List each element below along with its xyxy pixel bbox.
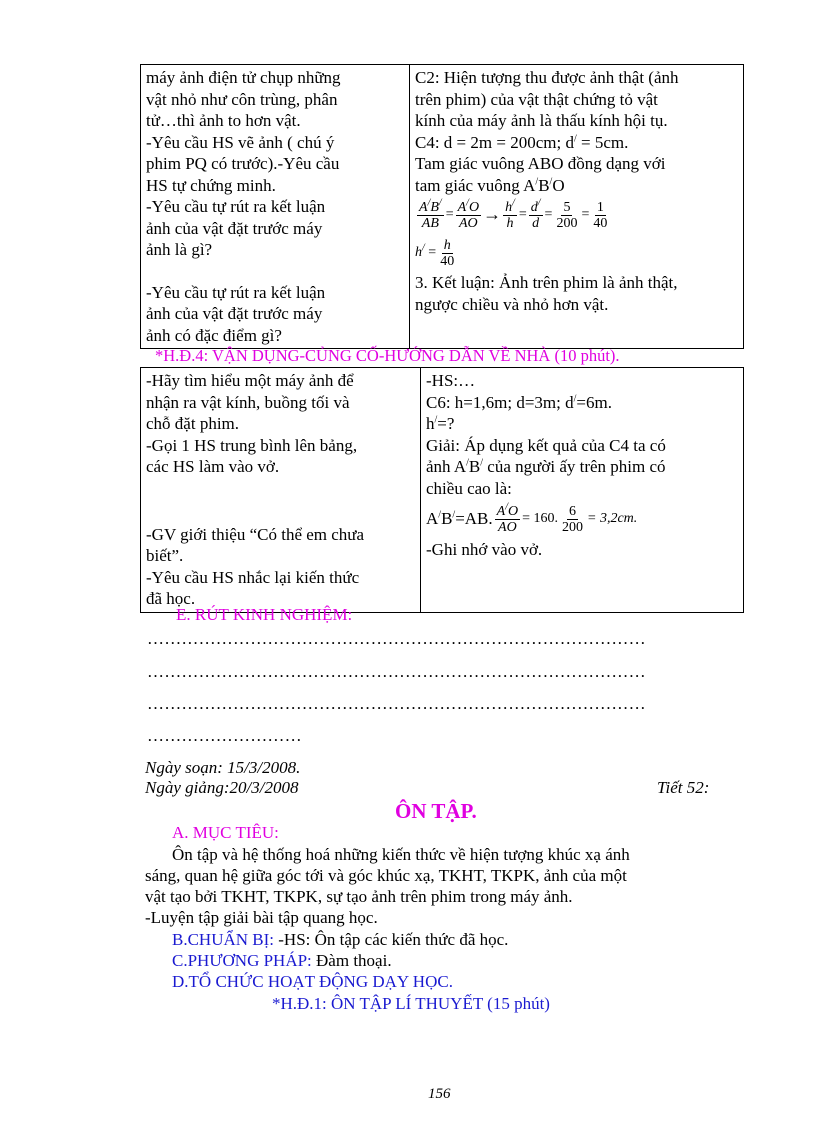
table2-left-line: biết”. [146,546,184,565]
lesson-table-1 [140,64,744,349]
numerator: A/O [496,500,519,519]
triangle-line-2: tam giác vuông A/B/O [415,175,565,195]
page-title: ÔN TẬP. [395,799,477,823]
table1-left-line: HS tự chứng minh. [146,175,276,195]
dotted-line: …………………………………………………………………………… [147,629,646,648]
phuong-phap-label: C.PHƯƠNG PHÁP: [172,951,312,970]
denominator: AB [421,215,439,231]
denominator: AO [458,215,478,231]
denominator: 40 [440,253,455,269]
table2-right-cell [421,368,744,613]
denominator: 200 [556,215,578,231]
dotted-line: …………………………………………………………………………… [147,694,646,713]
c2-line: trên phim) của vật thật chứng tỏ vật [415,89,658,109]
table2-left-line: nhận ra vật kính, buồng tối và [146,392,350,412]
table1-left-line: vật nhỏ như côn trùng, phân [146,89,338,109]
conclusion-line: 3. Kết luận: Ảnh trên phim là ảnh thật, [415,273,678,292]
chuan-bi-text: -HS: Ôn tập các kiến thức đã học. [274,930,509,949]
numerator: A/B/ [419,196,442,215]
table2-left-line: đã học. [146,589,196,608]
c6-formula [426,499,738,539]
muc-tieu-line: sáng, quan hệ giữa góc tới và góc khúc xạ, TKHT, TKPK, ảnh của một [145,866,627,885]
table2-left-line: -Yêu cầu HS nhắc lại kiến thức [146,567,360,587]
denominator: 40 [593,215,608,231]
table1-left-line: -Yêu cầu tự rút ra kết luận [146,197,326,216]
c2-line: C2: Hiện tượng thu được ảnh thật (ảnh [415,68,679,87]
table2-left-line: chỗ đặt phim. [146,414,240,433]
dotted-line: …………………………………………………………………………… [147,662,646,681]
section-e-heading: E. RÚT KINH NGHIỆM: [176,605,353,624]
fraction [503,196,517,231]
numerator: 5 [563,199,571,215]
dotted-line: ……………………… [147,726,302,745]
muc-tieu-line: -Luyện tập giải bài tập quang học. [145,908,378,927]
hd1-heading: *H.Đ.1: ÔN TẬP LÍ THUYẾT (15 phút) [272,994,550,1013]
to-chuc-heading: D.TỔ CHỨC HOẠT ĐỘNG DẠY HỌC. [172,972,453,991]
phuong-phap [172,951,392,971]
table2-left-cell [141,368,421,613]
numerator: h/ [505,196,515,215]
table1-left-line: phim PQ có trước).-Yêu cầu [146,154,340,173]
table1-right-cell [410,65,744,349]
numerator: h [443,237,451,253]
c4-line: C4: d = 2m = 200cm; d/ = 5cm. [415,132,629,152]
chuan-bi-label: B.CHUẨN BỊ: [172,930,275,949]
table1-left-line: -Yêu cầu tự rút ra kết luận [146,282,326,302]
table2-left-line: các HS làm vào vở. [146,457,280,476]
hd4-heading: *H.Đ.4: VẬN DỤNG-CỦNG CỐ-HƯỚNG DẪN VỀ NHÀ (10 phút). [155,346,620,365]
equals-sign: = [445,207,454,223]
arrow-icon: → [483,204,502,225]
denominator: 200 [562,519,584,535]
denominator: h [506,215,514,231]
equals-sign: = [424,245,437,261]
equals-sign: = [544,207,553,223]
fraction [417,196,444,231]
equals-sign: = [581,207,590,223]
lesson-table-2 [140,367,744,613]
c2-line: kính của máy ảnh là thấu kính hội tụ. [415,111,668,130]
muc-tieu-heading: A. MỤC TIÊU: [172,823,279,842]
fraction [456,196,481,231]
table2-left-line: -Gọi 1 HS trung bình lên bảng, [146,435,358,455]
table2-right-line: chiều cao là: [426,478,512,498]
fraction [529,196,543,231]
table1-left-cell [141,65,410,349]
table1-left-line: ảnh của vật đặt trước máy [146,218,323,238]
table2-right-line: C6: h=1,6m; d=3m; d/=6m. [426,392,612,412]
table2-right-line: Giải: Áp dụng kết quả của C4 ta có [426,435,666,455]
table1-left-line: ảnh có đặc điểm gì? [146,325,282,345]
numerator: 1 [596,199,604,215]
formula-lhs: A/B/=AB. [426,509,493,529]
chuan-bi [172,930,508,950]
fraction [554,200,579,231]
numerator: A/O [457,196,480,215]
ratio-equation [415,196,738,234]
table2-left-spacer [146,478,415,524]
table2-right-line: h/=? [426,414,455,433]
page-number: 156 [428,1086,451,1102]
formula-mid: = 160. [522,511,559,527]
table2-right-line: -Ghi nhớ vào vở. [426,540,543,559]
table2-right-line: ảnh A/B/ của người ấy trên phim có [426,457,666,476]
ngay-soan: Ngày soạn: 15/3/2008. [145,758,301,777]
tiet-number: Tiết 52: [657,778,710,797]
muc-tieu-line: vật tạo bởi TKHT, TKPK, sự tạo ảnh trên phim trong máy ảnh. [145,887,573,906]
numerator: d/ [530,196,541,215]
numerator: 6 [569,503,577,519]
table2-right-line: -HS:… [426,371,476,390]
formula-result: = 3,2cm. [587,511,638,527]
table1-left-line: -Yêu cầu HS vẽ ảnh ( chú ý [146,132,335,152]
equals-sign: = [518,207,527,223]
table1-left-line: tử…thì ảnh to hơn vật. [146,111,301,130]
phuong-phap-text: Đàm thoại. [311,951,392,970]
denominator: AO [498,519,517,535]
table1-left-spacer [146,261,404,282]
table1-left-line: ảnh là gì? [146,240,213,259]
table1-left-line: máy ảnh điện tử chụp những [146,68,341,87]
lhs: h/ [415,242,425,261]
conclusion-line: ngược chiều và nhỏ hơn vật. [415,294,609,314]
triangle-line-1: Tam giác vuông ABO đồng dạng với [415,154,666,173]
ngay-giang: Ngày giảng:20/3/2008 [145,778,299,797]
table2-left-line: -Hãy tìm hiểu một máy ảnh để [146,371,354,390]
fraction [438,238,456,269]
fraction [560,504,585,535]
table1-left-line: ảnh của vật đặt trước máy [146,304,323,323]
muc-tieu-line: Ôn tập và hệ thống hoá những kiến thức về hiện tượng khúc xạ ánh [172,845,630,864]
fraction [591,200,609,231]
denominator: d [532,215,540,231]
height-equation [415,234,738,272]
table2-left-line: -GV giới thiệu “Có thể em chưa [146,524,365,544]
fraction [495,500,520,535]
